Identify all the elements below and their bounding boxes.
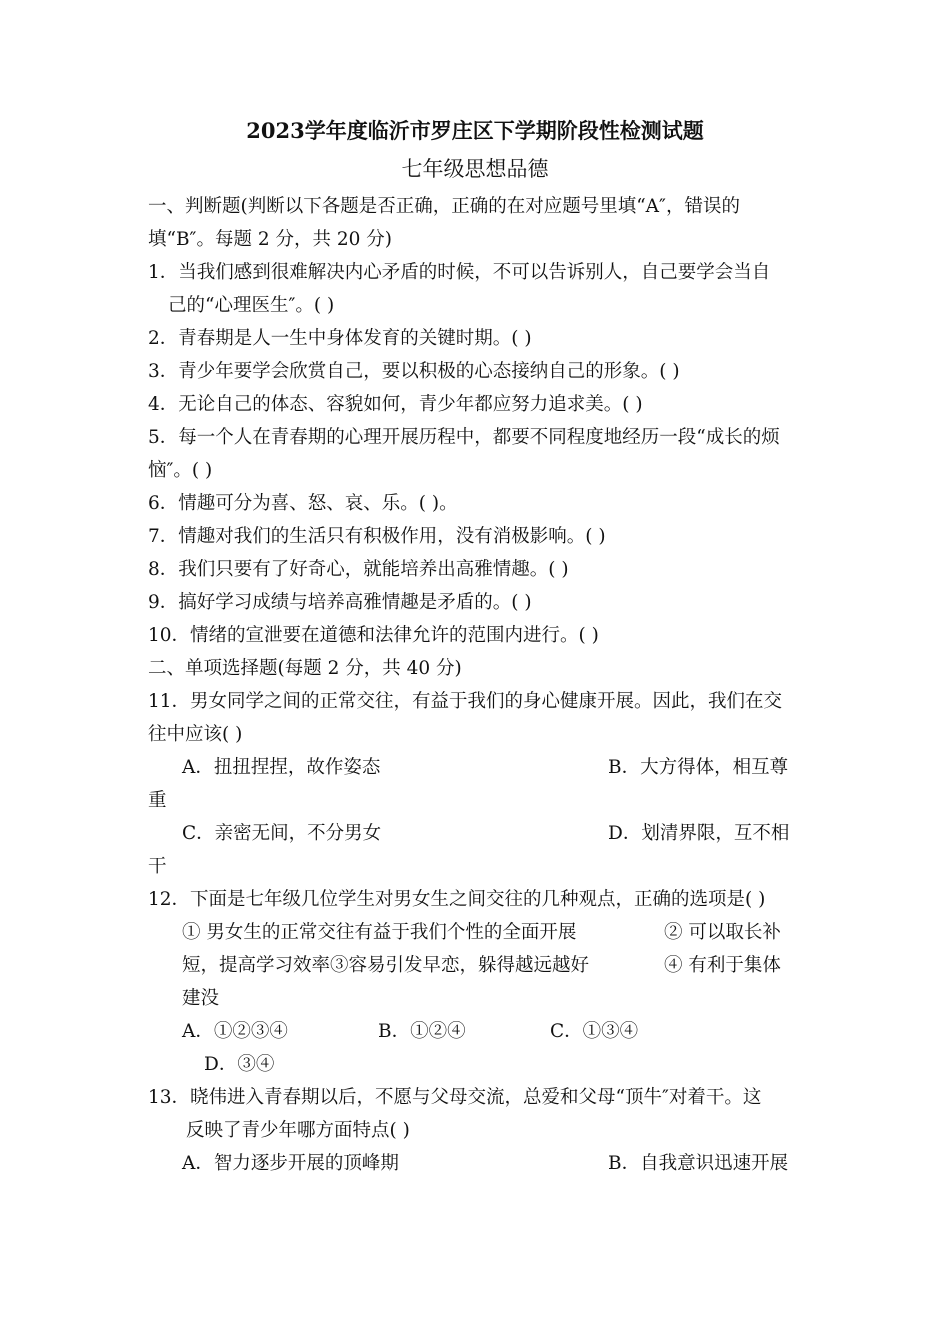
question-6: 6．情趣可分为喜、怒、哀、乐。( )。 — [148, 493, 458, 514]
statement-12-2: ② 可以取长补 — [664, 922, 781, 943]
statement-12-4-cont: 建没 — [182, 988, 220, 1009]
page-title: 2023学年度临沂市罗庄区下学期阶段性检测试题 — [246, 118, 704, 143]
statement-12-1: ① 男女生的正常交往有益于我们个性的全面开展 — [182, 922, 577, 943]
question-5: 5．每一个人在青春期的心理开展历程中，都要不同程度地经历一段“成长的烦 — [148, 427, 780, 448]
question-13-cont: 反映了青少年哪方面特点( ) — [186, 1120, 410, 1141]
question-1: 1．当我们感到很难解决内心矛盾的时候，不可以告诉别人，自己要学会当自 — [148, 262, 771, 283]
option-11-a: A．扭扭捏捏，故作姿态 — [182, 757, 381, 778]
question-3: 3．青少年要学会欣赏自己，要以积极的心态接纳自己的形象。( ) — [148, 361, 680, 382]
statement-12-cont: 短，提高学习效率③容易引发早恋，躲得越远越好 — [182, 955, 590, 976]
question-11-cont: 往中应该( ) — [148, 724, 243, 745]
option-11-d: D．划清界限，互不相 — [608, 823, 790, 844]
question-7: 7．情趣对我们的生活只有积极作用，没有消极影响。( ) — [148, 526, 606, 547]
question-12: 12．下面是七年级几位学生对男女生之间交往的几种观点，正确的选项是( ) — [148, 889, 766, 910]
statement-12-4: ④ 有利于集体 — [664, 955, 781, 976]
question-5-cont: 恼″。( ) — [148, 460, 213, 481]
option-12-a: A．①②③④ — [182, 1021, 288, 1042]
option-11-b-cont: 重 — [148, 790, 167, 811]
question-2: 2．青春期是人一生中身体发育的关键时期。( ) — [148, 328, 532, 349]
question-4: 4．无论自己的体态、容貌如何，青少年都应努力追求美。( ) — [148, 394, 643, 415]
page-subtitle: 七年级思想品德 — [401, 157, 549, 181]
section-2-heading: 二、单项选择题(每题 2 分，共 40 分) — [148, 658, 462, 679]
option-11-d-cont: 干 — [148, 856, 167, 877]
option-12-b: B．①②④ — [378, 1021, 466, 1042]
option-11-b: B．大方得体，相互尊 — [608, 757, 789, 778]
question-9: 9．搞好学习成绩与培养高雅情趣是矛盾的。( ) — [148, 592, 532, 613]
option-12-d: D．③④ — [204, 1054, 275, 1075]
question-13: 13．晓伟进入青春期以后，不愿与父母交流，总爱和父母“顶牛″对着干。这 — [148, 1087, 762, 1108]
option-13-b: B．自我意识迅速开展 — [608, 1153, 789, 1174]
option-13-a: A．智力逐步开展的顶峰期 — [182, 1153, 399, 1174]
question-8: 8．我们只要有了好奇心，就能培养出高雅情趣。( ) — [148, 559, 569, 580]
section-1-heading-cont: 填“B″。每题 2 分，共 20 分) — [148, 229, 393, 250]
section-1-heading: 一、判断题(判断以下各题是否正确，正确的在对应题号里填“A″，错误的 — [148, 196, 740, 217]
option-12-c: C．①③④ — [550, 1021, 639, 1042]
option-11-c: C．亲密无间，不分男女 — [182, 823, 382, 844]
question-11: 11．男女同学之间的正常交往，有益于我们的身心健康开展。因此，我们在交 — [148, 691, 783, 712]
question-1-cont: 己的“心理医生″。( ) — [168, 295, 335, 316]
question-10: 10．情绪的宣泄要在道德和法律允许的范围内进行。( ) — [148, 625, 599, 646]
